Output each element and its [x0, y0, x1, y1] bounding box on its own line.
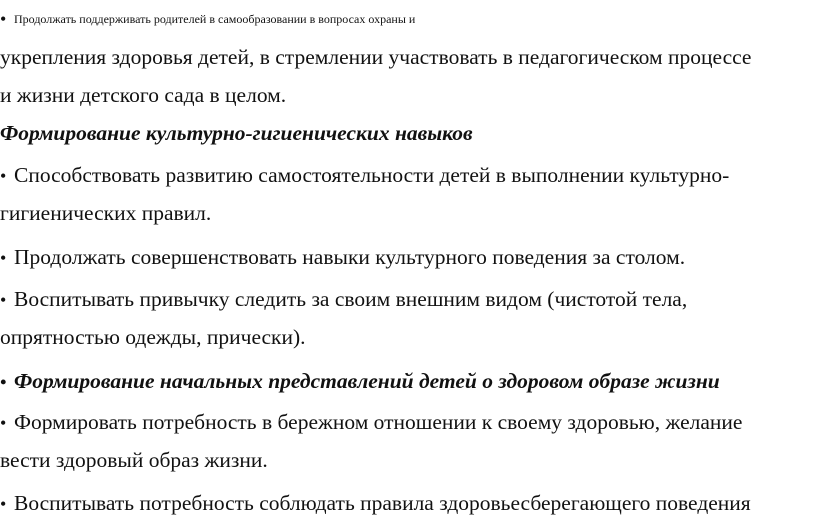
section-heading-healthy-lifestyle [0, 362, 816, 400]
paragraph-line-12 [0, 441, 816, 479]
paragraph-text: вести здоровый образ жизни. [0, 448, 268, 472]
bullet-marker: • [0, 494, 7, 514]
paragraph-text: гигиенических правил. [0, 201, 212, 225]
bullet-marker: • [0, 248, 7, 268]
paragraph-line-6 [0, 194, 816, 232]
bullet-marker: • [0, 290, 7, 310]
paragraph-text: укрепления здоровья детей, в стремлении участвовать в педагогическом процессе [0, 45, 752, 69]
bullet-marker: • [0, 166, 7, 186]
paragraph-line-8 [0, 280, 816, 318]
paragraph-line-13 [0, 484, 816, 522]
bullet-marker: • [0, 9, 7, 29]
paragraph-line-3 [0, 76, 816, 114]
paragraph-line-11 [0, 403, 816, 441]
paragraph-text: Воспитывать привычку следить за своим внешним видом (чистотой тела, [14, 287, 688, 311]
paragraph-text: Воспитывать потребность соблюдать правила здоровьесберегающего поведения [14, 491, 751, 515]
section-heading-hygiene [0, 114, 816, 152]
paragraph-line-7 [0, 238, 816, 276]
bullet-marker: • [0, 372, 7, 392]
paragraph-line-5 [0, 156, 816, 194]
paragraph-text: и жизни детского сада в целом. [0, 83, 287, 107]
paragraph-text: Продолжать совершенствовать навыки культурного поведения за столом. [14, 245, 686, 269]
paragraph-text: опрятностью одежды, прически). [0, 325, 306, 349]
paragraph-text: Способствовать развитию самостоятельности детей в выполнении культурно- [14, 163, 730, 187]
paragraph-text: Формировать потребность в бережном отношении к своему здоровью, желание [14, 410, 743, 434]
paragraph-line-9 [0, 318, 816, 356]
paragraph-text: Продолжать поддерживать родителей в самообразовании в вопросах охраны и [14, 12, 416, 26]
bullet-marker: • [0, 413, 7, 433]
paragraph-line-2 [0, 38, 816, 76]
heading-text: Формирование начальных представлений детей о здоровом образе жизни [14, 369, 720, 393]
paragraph-line-1 [0, 0, 816, 38]
heading-text: Формирование культурно-гигиенических навыков [0, 121, 473, 145]
